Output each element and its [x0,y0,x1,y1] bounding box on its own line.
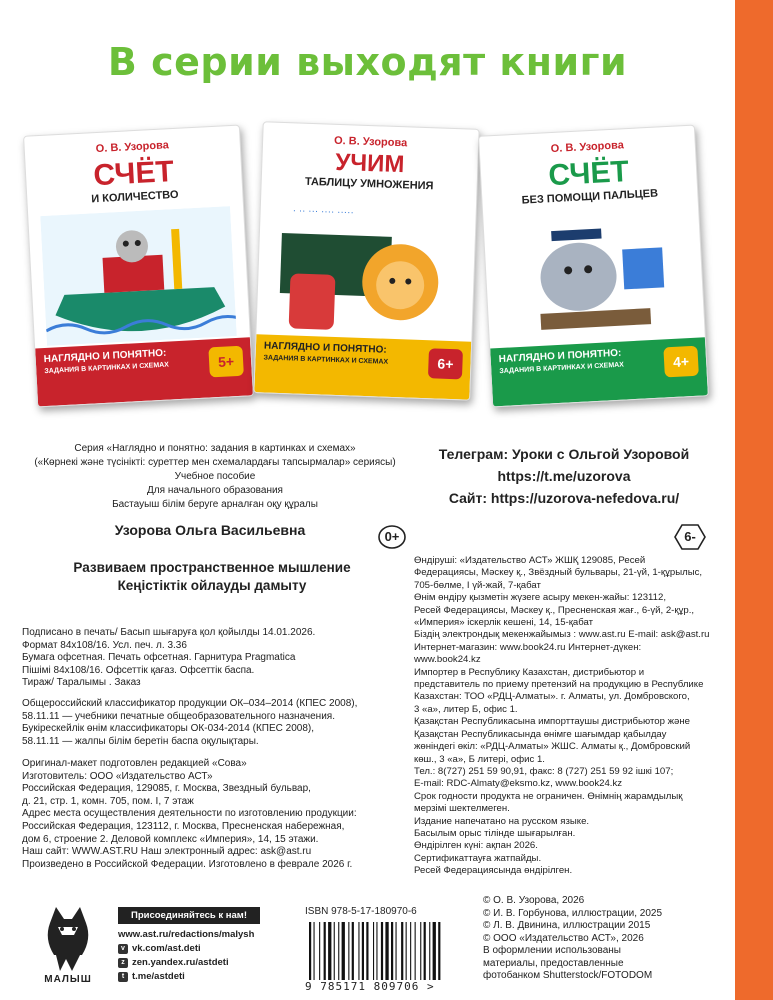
barcode-bar [373,922,374,980]
publisher-line: Наш сайт: WWW.AST.RU Наш электронный адрес: ask@ast.ru [22,846,312,858]
series-line: Для начального образования [147,485,283,496]
print-line: Пішімі 84x108/16. Офсеттік қағаз. Офсеттік баспа. [22,664,255,676]
book-subtitle: ТАБЛИЦУ УМНОЖЕНИЯ [304,175,434,193]
join-header: Присоединяйтесь к нам! [118,907,260,924]
publisher-line: д. 21, стр. 1, комн. 705, пом. I, 7 этаж [22,795,194,807]
barcode-bar [376,922,377,980]
legal-line: Импортер в Республику Казахстан, дистрибьютор и [414,666,645,678]
barcode-bar [396,922,397,980]
barcode-bar [410,922,411,980]
classifier-line: Общероссийский классификатор продукции ОК–034–2014 (КПЕС 2008), [22,698,358,709]
book-title: УЧИМ [334,148,405,179]
book-author: О. В. Узорова [550,139,625,156]
publisher-line: Изготовитель: ООО «Издательство АСТ» [22,770,213,782]
book-main-title [22,559,402,595]
title-line: Кеңістіктік ойлауды дамыту [117,578,307,593]
vk-icon: v [118,944,128,954]
print-line: Формат 84x108/16. Усл. печ. л. 3.36 [22,639,187,651]
book-band [490,337,708,406]
copyright-line: материалы, предоставленные [483,957,624,969]
barcode-bar [438,922,440,980]
legal-line: жөніндегі өкіл: «РДЦ-Алматы» ЖШС. Алматы қ., Домбровский [414,741,691,753]
barcode-bar [319,922,320,980]
barcode [305,922,473,980]
barcode-bar [391,922,393,980]
isbn: ISBN 978-5-17-180970-6 [305,906,417,917]
publisher-line: Российская Федерация, 129085, г. Москва, Звездный бульвар, [22,783,311,795]
series-heading: В серии выходят книги [107,40,628,84]
barcode-bar [342,922,345,980]
publisher-info [22,758,407,871]
social-link-vk[interactable] [118,943,260,954]
series-line: Учебное пособие [174,471,256,482]
site-link[interactable]: Сайт: https://uzorova-nefedova.ru/ [448,490,680,506]
legal-line: 705-бөлме, I үй-жай, 7-қабат [414,579,541,591]
telegram-block [414,443,714,509]
legal-line: Издание напечатано на русском языке. [414,815,590,827]
classifier-line: 58.11.11 — учебники печатные общеобразовательного назначения. [22,710,335,722]
book-author: О. В. Узорова [95,139,170,156]
age-badge: 6+ [428,348,463,379]
title-line: Развиваем пространственное мышление [73,560,351,575]
series-info [20,442,410,512]
age-badge: 4+ [663,346,699,378]
legal-line: Ресей Федерациясы, Мәскеу қ., Пресненская жағ., 6-үй, 2-құр., [414,604,695,616]
boat-illustration [40,206,237,346]
barcode-bar [415,922,416,980]
book-cover-2 [253,121,479,400]
publisher-line: Оригинал-макет подготовлен редакцией «Сова» [22,758,247,769]
legal-line: Казахстан: ТОО «РДЦ-Алматы». г. Алматы, ул. Домбровского, [414,691,690,703]
barcode-bar [334,922,335,980]
age-badge: 5+ [208,346,244,378]
legal-line: Басылым орыс тілінде шығарылған. [414,827,576,839]
legal-line: Өнім өндіру қызметін жүзеге асыру мекен-жайы: 123112, [414,592,667,604]
book-subtitle: БЕЗ ПОМОЩИ ПАЛЬЦЕВ [521,187,659,207]
social-link-text: zen.yandex.ru/astdeti [132,957,229,968]
social-link-zen[interactable] [118,957,260,968]
barcode-bar [406,922,407,980]
barcode-bar [358,922,359,980]
publisher-line: Российская Федерация, 123112, г. Москва, Пресненская набережная, [22,820,345,832]
publisher-line: Произведено в Российской Федерации. Изготовлено в феврале 2026 г. [22,858,353,870]
copyright-line: © О. В. Узорова, 2026 [483,895,585,906]
legal-line: Интернет-магазин: www.book24.ru Интернет-дүкен: [414,641,642,653]
barcode-bar [381,922,383,980]
barcode-bar [338,922,339,980]
barcode-bar [328,922,331,980]
series-line: Серия «Наглядно и понятно: задания в картинках и схемах» [74,443,356,454]
barcode-bar [385,922,388,980]
barcode-number: 9 785171 809706 > [305,980,435,993]
copyright-line: © Л. В. Двинина, иллюстрации 2015 [483,920,651,931]
book-title: СЧЁТ [92,155,175,193]
hippo-illustration [495,206,692,346]
book-author: О. В. Узорова [333,134,408,150]
copyright-line: В оформлении использованы [483,945,621,956]
legal-line: көш., 3 «а», Б литері, офис 1. [414,753,545,765]
legal-line: www.book24.kz [414,654,481,666]
telegram-title: Телеграм: Уроки с Ольгой Узоровой [438,446,690,462]
legal-line: Қазақстан Республикасына импорттаушы дистрибьютор және [414,716,690,728]
telegram-link[interactable]: https://t.me/uzorova [497,468,631,484]
cat-logo-icon [36,905,100,973]
publisher-line: Адрес места осуществления деятельности по изготовлению продукции: [22,808,357,820]
band-subtitle: ЗАДАНИЯ В КАРТИНКАХ И СХЕМАХ [263,354,389,366]
legal-line: представитель по приему претензий на продукцию в Республике [414,679,704,691]
barcode-bar [348,922,349,980]
book-cover-3 [478,125,709,408]
svg-text:· ·· ··· ···· ·····: · ·· ··· ···· ····· [292,205,354,219]
logo-text: МАЛЫШ [44,974,92,985]
legal-line: мерзімі шектелмеген. [414,803,510,815]
legal-line: Қазақстан Республикасында өнімге шағымдар қабылдау [414,728,667,740]
legal-line: Федерациясы, Мәскеу қ., Звёздный бульвары, 21-үй, 1-құрылыс, [414,567,703,579]
orange-side-stripe [735,0,773,1000]
legal-line: E-mail: RDC-Almaty@eksmo.kz, www.book24.kz [414,778,623,790]
band-subtitle: ЗАДАНИЯ В КАРТИНКАХ И СХЕМАХ [44,361,170,376]
legal-line: Біздің электрондық мекенжайымыз : www.ast.ru E-mail: ask@ast.ru [414,629,710,641]
copyright-line: © ООО «Издательство АСТ», 2026 [483,932,644,944]
barcode-bar [420,922,421,980]
legal-info-kz [414,555,719,878]
author-name: Узорова Ольга Васильевна [114,522,306,538]
barcode-bar [424,922,426,980]
classifier-info [22,698,407,748]
age-rating-right: 6- [684,529,696,544]
join-block [118,907,260,982]
book-title: СЧЁТ [547,155,630,193]
series-line: («Көрнекі және түсінікті: суреттер мен схемалардағы тапсырмалар» сериясы) [34,457,396,468]
classifier-line: 58.11.11 — жалпы білім беретін баспа оқулықтары. [22,735,259,747]
legal-line: Тел.: 8(727) 251 59 90,91, факс: 8 (727) 251 59 92 ішкі 107; [414,765,674,777]
barcode-bar [362,922,364,980]
barcode-bar [352,922,354,980]
band-title: НАГЛЯДНО И ПОНЯТНО: [263,340,387,356]
barcode-bar [401,922,403,980]
copyright-line: фотобанком Shutterstock/FOTODOM [483,970,653,981]
band-title: НАГЛЯДНО И ПОНЯТНО: [498,347,622,366]
copyright-block [483,895,723,983]
telegram-icon: t [118,972,128,982]
zen-icon: z [118,958,128,968]
barcode-bar [314,922,315,980]
print-line: Тираж/ Таралымы . Заказ [22,677,141,689]
legal-line: Өндірілген күні: ақпан 2026. [414,840,538,852]
print-info [22,627,407,690]
band-title: НАГЛЯДНО И ПОНЯТНО: [43,347,167,366]
copyright-line: © И. В. Горбунова, иллюстрации, 2025 [483,907,663,919]
legal-line: «Империя» іскерлік кешені, 14, 15-қабат [414,617,594,629]
print-line: Подписано в печать/ Басып шығаруға қол қойылды 14.01.2026. [22,627,316,638]
book-band [35,337,253,406]
social-link-telegram[interactable] [118,971,260,982]
publisher-line: дом 6, строение 2. Деловой комплекс «Империя», 14, 15 этажи. [22,833,319,845]
malysh-logo [36,905,100,985]
join-url[interactable]: www.ast.ru/redactions/malysh [118,929,255,940]
legal-line: Өндіруші: «Издательство АСТ» ЖШҚ 129085, Ресей [414,555,646,566]
legal-line: Ресей Федерациясында өндірілген. [414,865,573,877]
barcode-bar [429,922,430,980]
legal-line: 3 «а», литер Б, офис 1. [414,703,518,715]
book-band [254,334,471,399]
social-link-text: t.me/astdeti [132,971,185,982]
print-line: Бумага офсетная. Печать офсетная. Гарнитура Pragmatica [22,652,296,664]
age-rating-left: 0+ [384,529,400,544]
legal-line: Сертификаттауға жатпайды. [414,852,542,864]
barcode-bar [309,922,311,980]
book-cover-1 [23,125,254,408]
classifier-line: Букірескейлік өнім классификаторы ОК-034-2014 (КПЕС 2008), [22,723,314,735]
legal-line: Срок годности продукта не ограничен. Өнімнің жарамдылық [414,790,683,802]
social-link-text: vk.com/ast.deti [132,943,201,954]
book-subtitle: И КОЛИЧЕСТВО [90,188,179,206]
barcode-bar [433,922,436,980]
lion-illustration [268,193,463,340]
barcode-bar [366,922,368,980]
barcode-bar [324,922,326,980]
series-line: Бастауыш білім беруге арналған оқу құралы [112,499,318,510]
band-subtitle: ЗАДАНИЯ В КАРТИНКАХ И СХЕМАХ [499,361,625,376]
